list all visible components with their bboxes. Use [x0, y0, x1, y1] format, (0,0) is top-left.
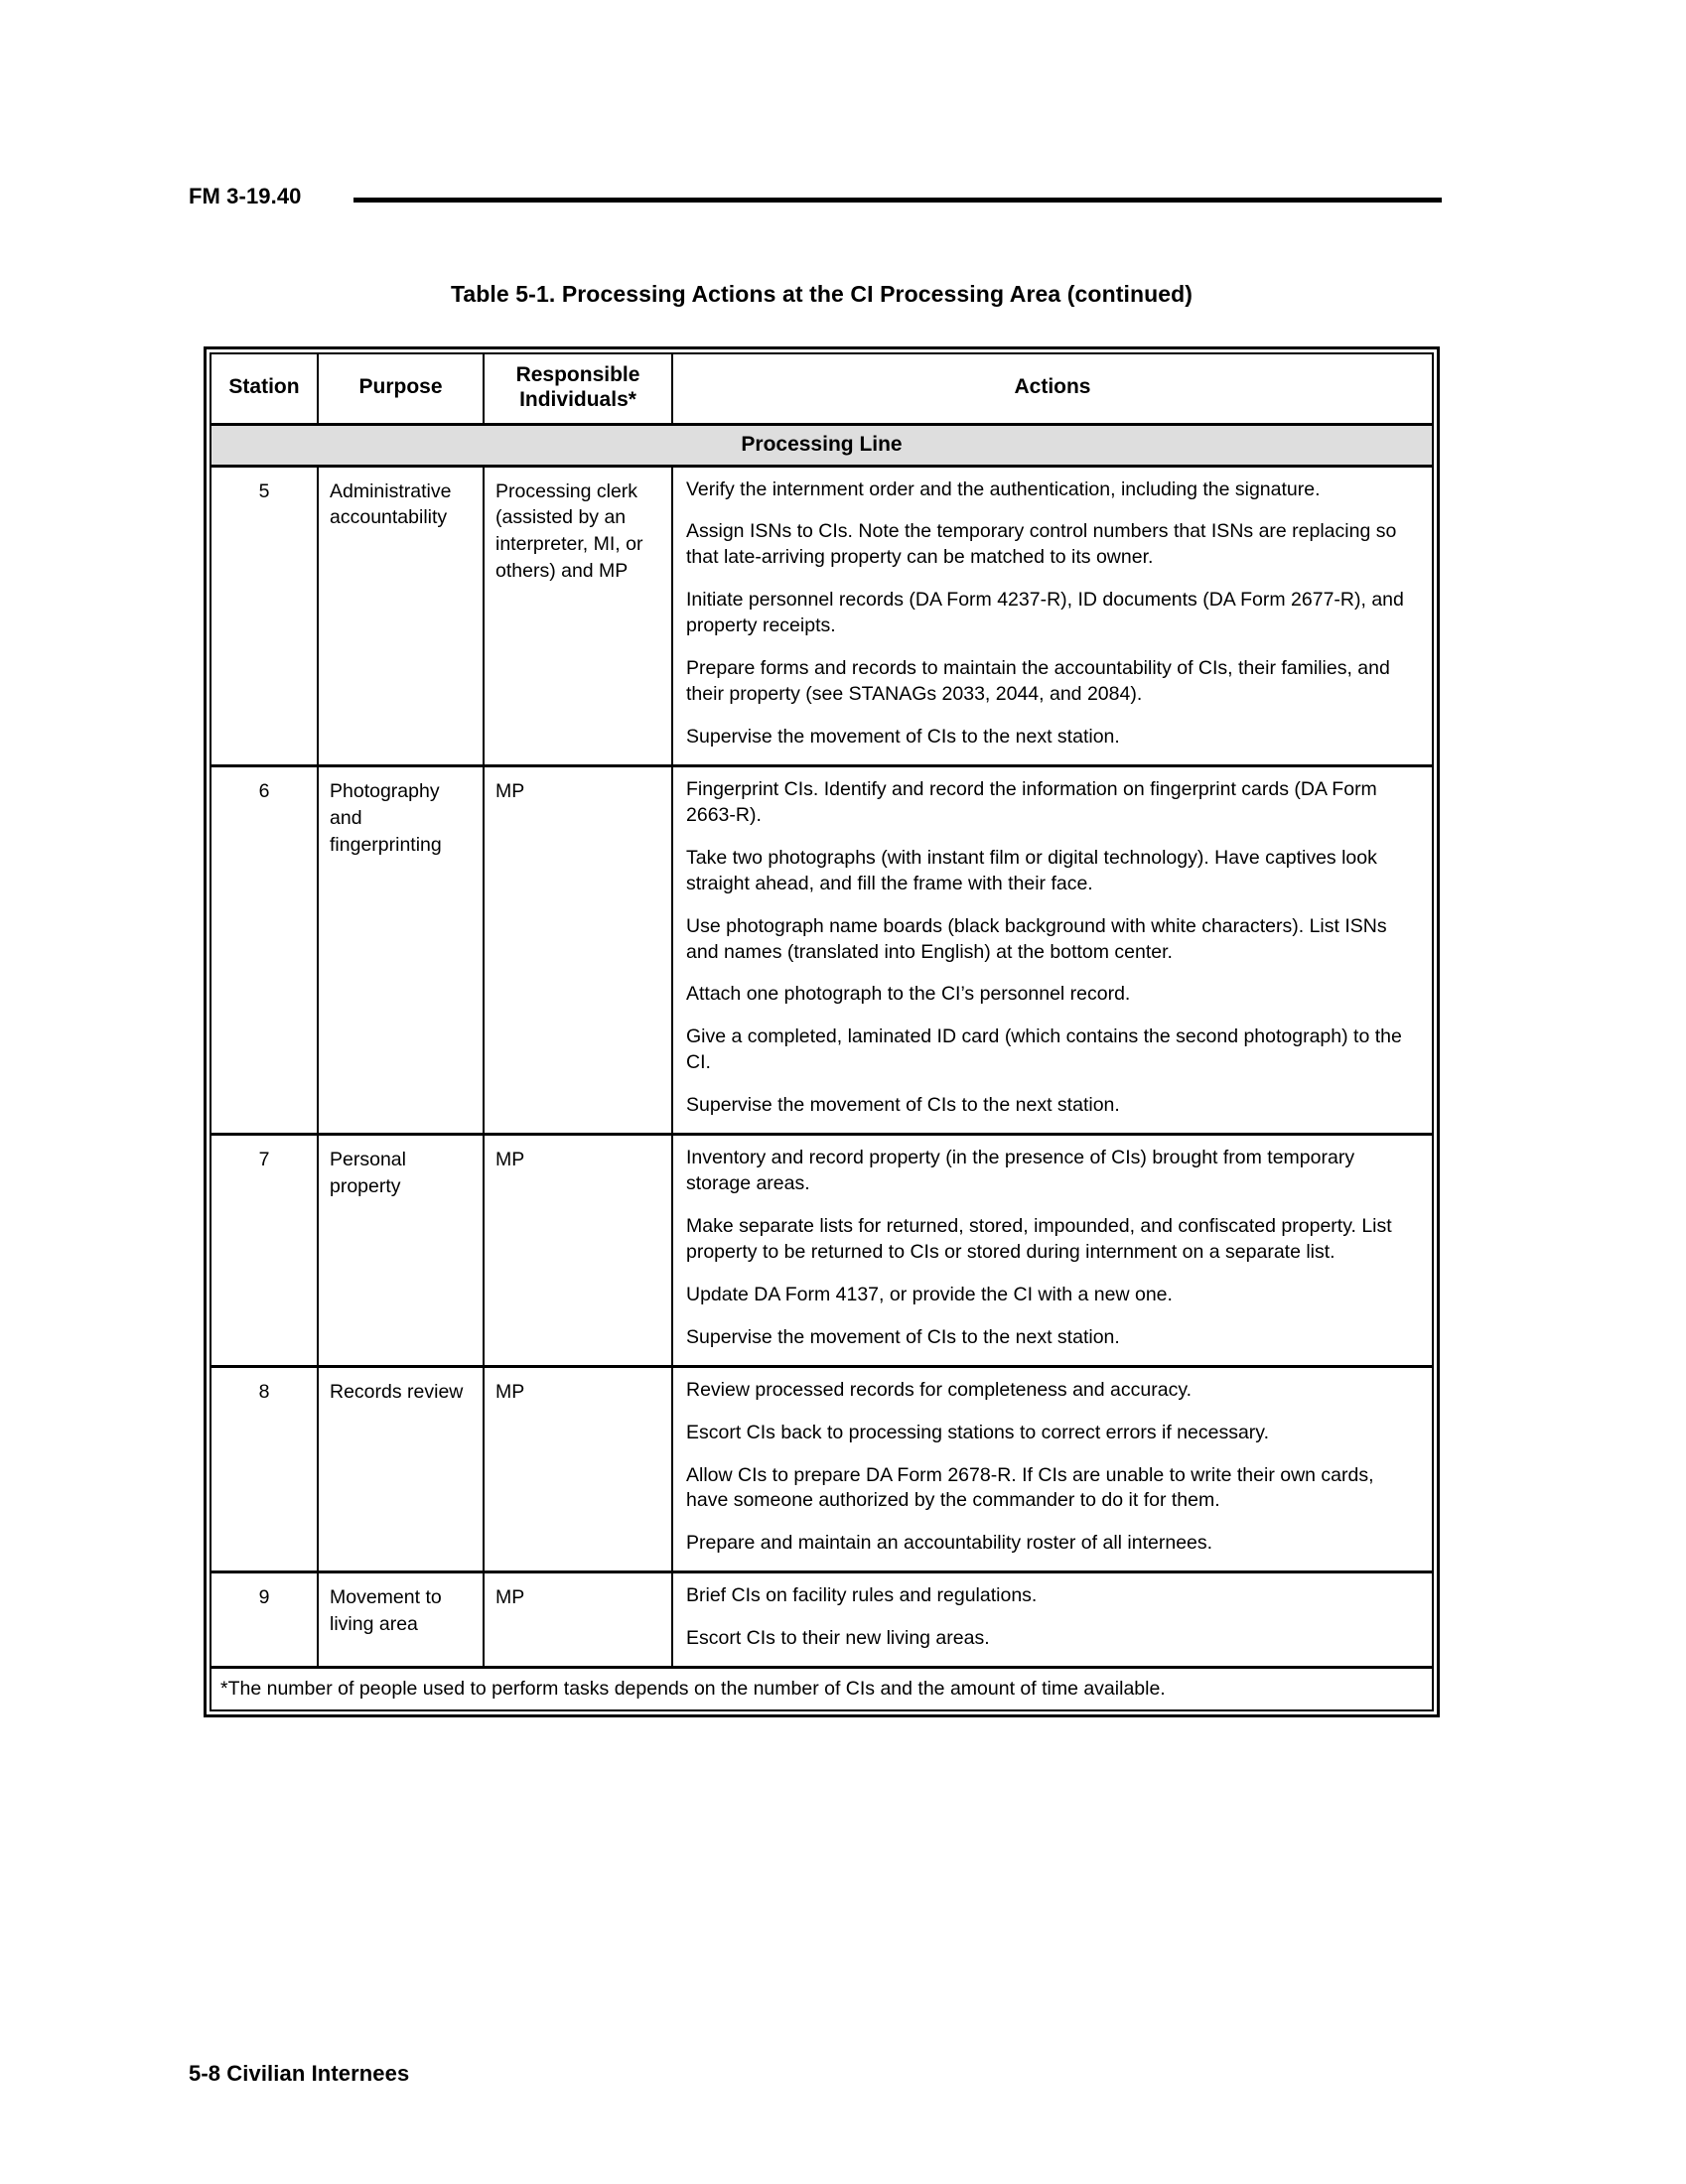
- table-footnote: *The number of people used to perform tasks depends on the number of CIs and the amount of time available.: [211, 1668, 1433, 1711]
- cell-station-number: 6: [211, 765, 318, 1134]
- cell-responsible-individuals: Processing clerk (assisted by an interpreter, MI, or others) and MP: [484, 466, 672, 765]
- section-band-processing-line: [211, 424, 1433, 466]
- processing-actions-table: [210, 352, 1434, 1711]
- action-item: Verify the internment order and the authentication, including the signature.: [686, 478, 1321, 500]
- cell-responsible-individuals: MP: [484, 765, 672, 1134]
- action-item: Use photograph name boards (black background with white characters). List ISNs and names (translated into English) at the bottom center.: [686, 914, 1387, 963]
- action-item: Give a completed, laminated ID card (which contains the second photograph) to the CI.: [686, 1025, 1402, 1074]
- table-row: [211, 1572, 1433, 1668]
- cell-station-number: 7: [211, 1135, 318, 1367]
- cell-actions: [672, 1135, 1433, 1367]
- action-item: Make separate lists for returned, stored, impounded, and confiscated property. List property to be returned to CIs or stored during internment on a separate list.: [686, 1214, 1392, 1263]
- table-caption: Table 5-1. Processing Actions at the CI Processing Area (continued): [450, 281, 1194, 307]
- cell-station-number: 5: [211, 466, 318, 765]
- table-row: [211, 1135, 1433, 1367]
- action-item: Supervise the movement of CIs to the next station.: [686, 1325, 1120, 1348]
- table-header-row: [211, 353, 1433, 424]
- action-item: Review processed records for completeness and accuracy.: [686, 1378, 1193, 1401]
- table-footnote-row: [211, 1668, 1433, 1711]
- column-header-station: Station: [211, 353, 318, 424]
- table-row: [211, 1366, 1433, 1572]
- action-item: Initiate personnel records (DA Form 4237-R), ID documents (DA Form 2677-R), and property receipts.: [686, 589, 1404, 637]
- cell-actions: [672, 466, 1433, 765]
- action-item: Prepare and maintain an accountability roster of all internees.: [686, 1532, 1213, 1555]
- section-band-label: Processing Line: [211, 424, 1433, 466]
- cell-responsible-individuals: MP: [484, 1135, 672, 1367]
- action-item: Escort CIs back to processing stations to correct errors if necessary.: [686, 1421, 1270, 1443]
- cell-responsible-individuals: MP: [484, 1572, 672, 1668]
- column-header-actions: Actions: [672, 353, 1433, 424]
- cell-purpose: Administrative accountability: [318, 466, 484, 765]
- running-header: [189, 181, 1442, 214]
- cell-responsible-individuals: MP: [484, 1366, 672, 1572]
- action-item: Inventory and record property (in the presence of CIs) brought from temporary storage areas.: [686, 1147, 1355, 1195]
- action-item: Prepare forms and records to maintain the accountability of CIs, their families, and their property (see STANAGs 2033, 2044, and 2084).: [686, 657, 1390, 706]
- action-item: Brief CIs on facility rules and regulations.: [686, 1584, 1038, 1607]
- cell-actions: [672, 765, 1433, 1134]
- action-item: Take two photographs (with instant film or digital technology). Have captives look straight ahead, and fill the frame with their face.: [686, 846, 1377, 894]
- processing-actions-table-wrapper: [204, 346, 1440, 1717]
- cell-actions: [672, 1572, 1433, 1668]
- cell-purpose: Records review: [318, 1366, 484, 1572]
- action-item: Fingerprint CIs. Identify and record the information on fingerprint cards (DA Form 2663-R).: [686, 777, 1377, 826]
- table-row: [211, 466, 1433, 765]
- header-rule: [353, 198, 1443, 203]
- cell-purpose: Personal property: [318, 1135, 484, 1367]
- action-item: Update DA Form 4137, or provide the CI with a new one.: [686, 1283, 1173, 1305]
- manual-identifier: FM 3-19.40: [189, 184, 302, 208]
- table-row: [211, 765, 1433, 1134]
- action-item: Allow CIs to prepare DA Form 2678-R. If CIs are unable to write their own cards, have someone authorized by the commander to do it for them.: [686, 1463, 1374, 1512]
- action-item: Supervise the movement of CIs to the next station.: [686, 725, 1120, 748]
- cell-station-number: 9: [211, 1572, 318, 1668]
- column-header-purpose: Purpose: [318, 353, 484, 424]
- action-item: Assign ISNs to CIs. Note the temporary control numbers that ISNs are replacing so that late-arriving property can be matched to its owner.: [686, 520, 1397, 569]
- action-item: Attach one photograph to the CI’s personnel record.: [686, 983, 1131, 1006]
- cell-station-number: 8: [211, 1366, 318, 1572]
- cell-purpose: Photography and fingerprinting: [318, 765, 484, 1134]
- action-item: Supervise the movement of CIs to the next station.: [686, 1094, 1120, 1117]
- column-header-responsible-individuals: Responsible Individuals*: [484, 353, 672, 424]
- cell-actions: [672, 1366, 1433, 1572]
- action-item: Escort CIs to their new living areas.: [686, 1627, 990, 1650]
- cell-purpose: Movement to living area: [318, 1572, 484, 1668]
- page-footer: 5-8 Civilian Internees: [189, 2061, 410, 2086]
